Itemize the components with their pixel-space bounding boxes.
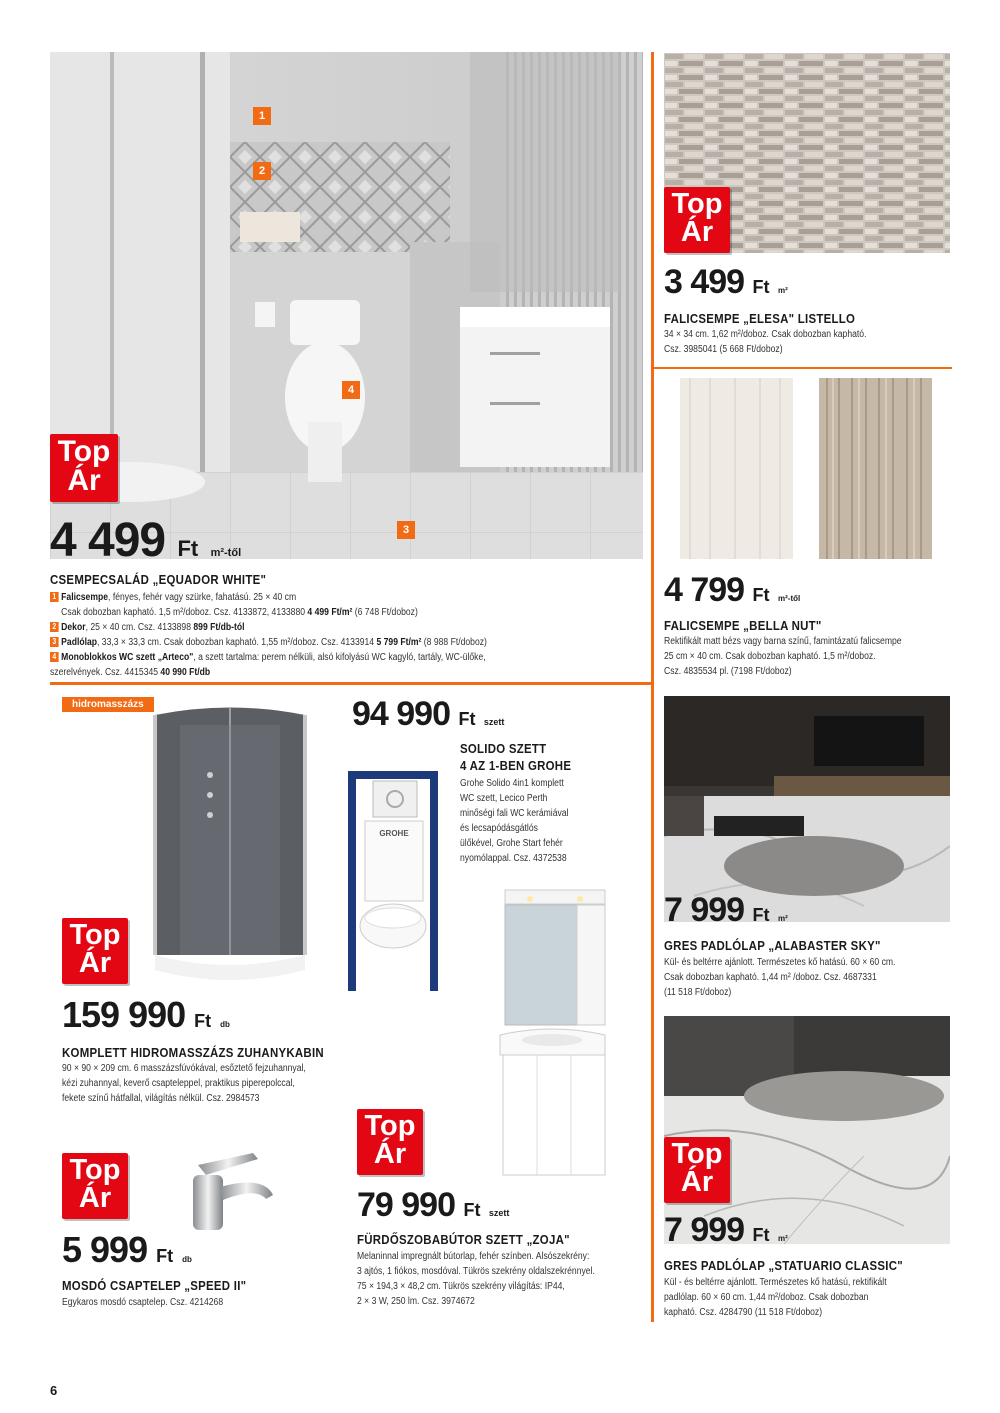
statuario-room-photo [664,1016,950,1244]
cabin-title: KOMPLETT HIDROMASSZÁZS ZUHANYKABIN [62,1045,324,1060]
marker-4: 4 [342,381,360,399]
zoja-furniture-photo [495,885,610,1185]
zoja-price: 79 990 Ft szett [357,1186,510,1224]
faucet-title: MOSDÓ CSAPTELEP „SPEED II" [62,1278,247,1293]
solido-wc-photo [343,766,443,992]
bathroom-photo [50,52,643,559]
alabaster-price: 7 999 Ft m² [664,891,788,929]
main-title: CSEMPECSALÁD „EQUADOR WHITE" [50,572,267,587]
alabaster-room-photo [664,696,950,922]
solido-title-2: 4 AZ 1-BEN GROHE [460,758,572,773]
zoja-desc: Melaninnal impregnált bútorlap, fehér színben. Alsószekrény: 3 ajtós, 1 fiókos, mosdóval. Tükrös szekrény oldalszekrénnyel. 75 × 194,3 × 48,2 cm. Tükrös szekrény világítás: IP44, 2 × 3 W, 250 lm. Csz. 3974672 [357,1251,595,1307]
zoja-title: FÜRDŐSZOBABÚTOR SZETT „ZOJA" [357,1232,570,1247]
statuario-title: GRES PADLÓLAP „STATUARIO CLASSIC" [664,1258,903,1273]
statuario-desc: Kül - és beltérre ajánlott. Természetes kő hatású, rektifikált padlólap. 60 × 60 cm. 1,44 m²/doboz. Csak dobozban kapható. Csz. 4284790 (11 518 Ft/doboz) [664,1277,887,1318]
alabaster-title: GRES PADLÓLAP „ALABASTER SKY" [664,938,881,953]
top-ar-badge-faucet: Top Ár [62,1153,128,1219]
solido-desc: Grohe Solido 4in1 komplett WC szett, Lecico Perth minőségi fali WC kerámiával és lecsapódásgátlós ülőkével, Grohe Start fehér nyomólappal. Csz. 4372538 [460,778,569,864]
faucet-price: 5 999 Ft db [62,1229,192,1270]
top-ar-badge-cabin: Top Ár [62,918,128,984]
page-number: 6 [50,1383,58,1398]
solido-price: 94 990 Ft szett [352,695,505,733]
main-price: 4 499 Ft m²-től [50,514,242,567]
top-ar-badge-elesa: Top Ár [664,187,730,253]
bella-beige-tile [680,378,793,559]
bella-title: FALICSEMPE „BELLA NUT" [664,618,822,633]
faucet-photo [178,1145,280,1235]
faucet-desc: Egykaros mosdó csaptelep. Csz. 4214268 [62,1297,224,1308]
grohe-logo: GROHE [379,829,409,838]
top-ar-badge-main: Top Ár [50,434,118,502]
cabin-price: 159 990 Ft db [62,994,230,1035]
elesa-price: 3 499 Ft m² [664,263,788,301]
marker-1: 1 [253,107,271,125]
top-ar-badge-statuario: Top Ár [664,1137,730,1203]
bella-brown-tile [819,378,932,559]
top-ar-badge-zoja: Top Ár [357,1109,423,1175]
elesa-title: FALICSEMPE „ELESA" LISTELLO [664,311,856,326]
bella-desc: Rektifikált matt bézs vagy barna színű, famintázatú falicsempe 25 cm × 40 cm. Csak dobozban kapható. 1,5 m²/doboz. Csz. 4835534 pl. (7198 Ft/doboz) [664,636,902,677]
shower-cabin-photo [150,705,310,990]
marker-3: 3 [397,521,415,539]
divider-vertical-bottom [651,682,654,1322]
bella-price: 4 799 Ft m²-től [664,571,801,609]
cabin-desc: 90 × 90 × 209 cm. 6 masszázsfúvókával, esőztető fejzuhannyal, kézi zuhannyal, keverő csapteleppel, praktikus piperepolccal, fekete színű hátfallal, világítás nélkül. Csz. 2984573 [62,1063,306,1104]
hidromasszazs-tag: hidromasszázs [62,697,154,712]
divider-horizontal-mid [50,682,653,685]
divider-right-1 [652,367,952,369]
statuario-price: 7 999 Ft m² [664,1211,788,1249]
alabaster-desc: Kül- és beltérre ajánlott. Természetes kő hatású. 60 × 60 cm. Csak dobozban kapható. 1,44 m² /doboz. Csz. 4687331 (11 518 Ft/doboz) [664,957,896,998]
marker-2: 2 [253,162,271,180]
elesa-desc: 34 × 34 cm. 1,62 m²/doboz. Csak dobozban kapható. Csz. 3985041 (5 668 Ft/doboz) [664,329,867,355]
solido-title-1: SOLIDO SZETT [460,741,547,756]
main-desc: 1 Falicsempe, fényes, fehér vagy szürke, fahatású. 25 × 40 cm Csak dobozban kapható. 1,5 m²/doboz. Csz. 4133872, 4133880 4 499 Ft/m² (6 748 Ft/doboz) 2 Dekor, 25 × 40 cm. Csz. 4133898 899 Ft/db-tól 3 Padlólap, 33,3 × 33,3 cm. Csak dobozban kapható. 1,55 m²/doboz. Csz. 4133914 5 799 Ft/m² (8 988 Ft/doboz) 4 Monoblokkos WC szett „Arteco", a szett tartalma: perem nélküli, alsó kifolyású WC kagyló, tartály, WC-ülőke, szerelvények. Csz. 4415345 40 990 Ft/db [50,592,487,678]
